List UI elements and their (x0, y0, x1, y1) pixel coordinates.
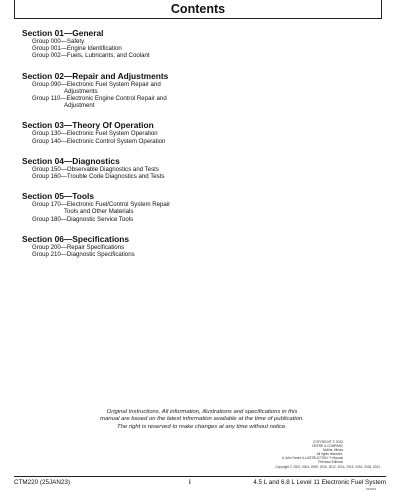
copyright-block: COPYRIGHT © 2023 DEERE & COMPANY Moline, Illinois All rights reserved. A John Deere ILLUSTRUCTION ™ Manual Previous Editions Copyright © 2002, 2004, 2009, 2010, 2012, 2014, 2015, 2016, 2018, 2021 (275, 440, 380, 469)
section-05 (22, 191, 362, 223)
group-entry[interactable]: Group 180—Diagnostic Service Tools (32, 215, 134, 223)
group-entry[interactable]: Group 170—Electronic Fuel/Control System Repair Tools and Other Materials (32, 201, 171, 216)
section-title[interactable]: Section 05—Tools (22, 191, 94, 202)
table-of-contents (22, 28, 362, 269)
group-entry[interactable]: Group 001—Engine Identification (32, 45, 122, 53)
page-title: Contents (170, 2, 226, 16)
document-id: CTM220 (25JAN23) (14, 479, 70, 486)
section-title[interactable]: Section 03—Theory Of Operation (22, 120, 154, 131)
section-title[interactable]: Section 02—Repair and Adjustments (22, 70, 169, 81)
section-02 (22, 71, 362, 110)
section-06 (22, 234, 362, 258)
section-01 (22, 28, 362, 60)
group-entry[interactable]: Group 200—Repair Specifications (32, 243, 125, 251)
manual-title: 4.5 L and 6.8 L Level 11 Electronic Fuel System (253, 479, 386, 486)
group-entry[interactable]: Group 000—Safety (32, 38, 85, 45)
section-03 (22, 120, 362, 144)
section-title[interactable]: Section 01—General (22, 28, 104, 38)
page-number: i (189, 479, 191, 486)
section-title[interactable]: Section 06—Specifications (22, 233, 130, 244)
page-footer (14, 476, 386, 489)
contents-header (14, 0, 382, 19)
footer-code: 010623 (365, 487, 376, 491)
group-entry[interactable]: Group 002—Fuels, Lubricants, and Coolant (32, 52, 150, 60)
publication-notice: Original Instructions. All information, illustrations and specifications in this manual are based on the latest information available at the time of publication. The right is reserved to make changes at any time without notice. (100, 409, 304, 430)
group-entry[interactable]: Group 090—Electronic Fuel System Repair and Adjustments (32, 80, 161, 95)
group-entry[interactable]: Group 150—Observable Diagnostics and Tests (32, 165, 159, 173)
section-04 (22, 156, 362, 180)
group-entry[interactable]: Group 110—Electronic Engine Control Repair and Adjustment (32, 95, 167, 110)
group-entry[interactable]: Group 140—Electronic Control System Operation (32, 137, 166, 145)
group-entry[interactable]: Group 130—Electronic Fuel System Operation (32, 130, 158, 138)
section-title[interactable]: Section 04—Diagnostics (22, 155, 120, 166)
group-entry[interactable]: Group 160—Trouble Code Diagnostics and Tests (32, 173, 165, 181)
group-entry[interactable]: Group 210—Diagnostic Specifications (32, 251, 135, 259)
